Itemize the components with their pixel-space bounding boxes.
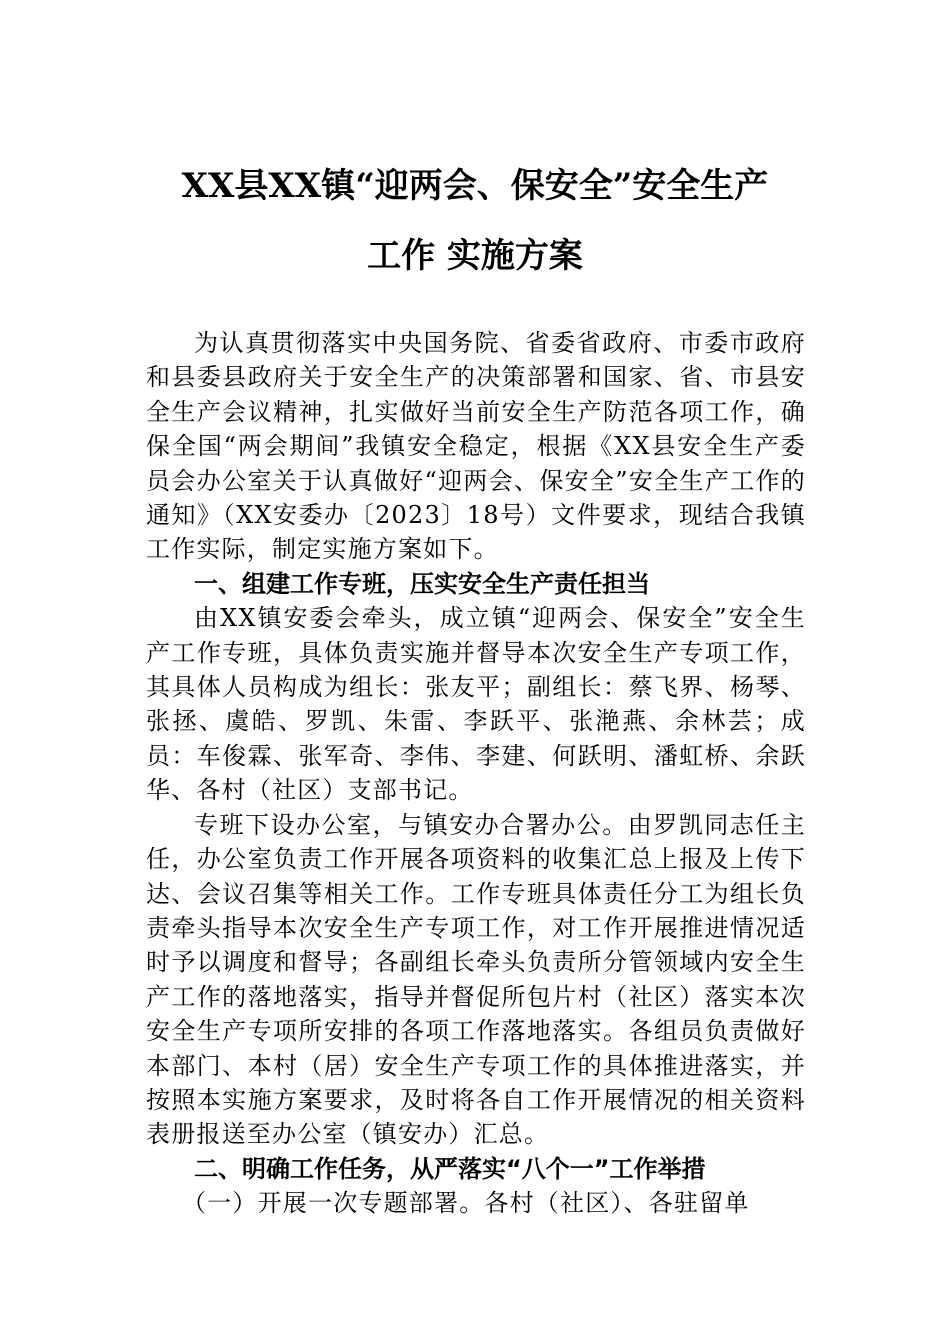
document-title-line-2: 工作 实施方案 xyxy=(367,236,583,276)
section-1-paragraph-1: 由XX镇安委会牵头，成立镇“迎两会、保安全”安全生产工作专班，具体负责实施并督导本次安全生产专项工作，其具体人员构成为组长：张友平；副组长：蔡飞界、杨琴、张拯、虞皓、罗凯、朱雷、李跃平、张滟燕、余林芸；成员：车俊霖、张军奇、李伟、李建、何跃明、潘虹桥、余跃华、各村（社区）支部书记。 xyxy=(146,604,806,805)
document-body xyxy=(146,326,806,1221)
section-1-heading: 一、组建工作专班，压实安全生产责任担当 xyxy=(194,569,650,598)
intro-paragraph: 为认真贯彻落实中央国务院、省委省政府、市委市政府和县委县政府关于安全生产的决策部署和国家、省、市县安全生产会议精神，扎实做好当前安全生产防范各项工作，确保全国“两会期间”我镇安全稳定，根据《XX县安全生产委员会办公室关于认真做好“迎两会、保安全”安全生产工作的通知》（XX安委办〔2023〕18号）文件要求，现结合我镇工作实际，制定实施方案如下。 xyxy=(146,329,806,564)
document-title-line-1: XX县XX镇“迎两会、保安全”安全生产 xyxy=(181,166,769,206)
section-2-heading: 二、明确工作任务，从严落实“八个一”工作举措 xyxy=(194,1154,706,1183)
section-2-subitem-1: （一）开展一次专题部署。各村（社区）、各驻留单 xyxy=(182,1189,750,1218)
section-1-paragraph-2: 专班下设办公室，与镇安办合署办公。由罗凯同志任主任，办公室负责工作开展各项资料的收集汇总上报及上传下达、会议召集等相关工作。工作专班具体责任分工为组长负责牵头指导本次安全生产专项工作，对工作开展推进情况适时予以调度和督导；各副组长牵头负责所分管领域内安全生产工作的落地落实，指导并督促所包片村（社区）落实本次安全生产专项所安排的各项工作落地落实。各组员负责做好本部门、本村（居）安全生产专项工作的具体推进落实，并按照本实施方案要求，及时将各自工作开展情况的相关资料表册报送至办公室（镇安办）汇总。 xyxy=(146,810,806,1149)
